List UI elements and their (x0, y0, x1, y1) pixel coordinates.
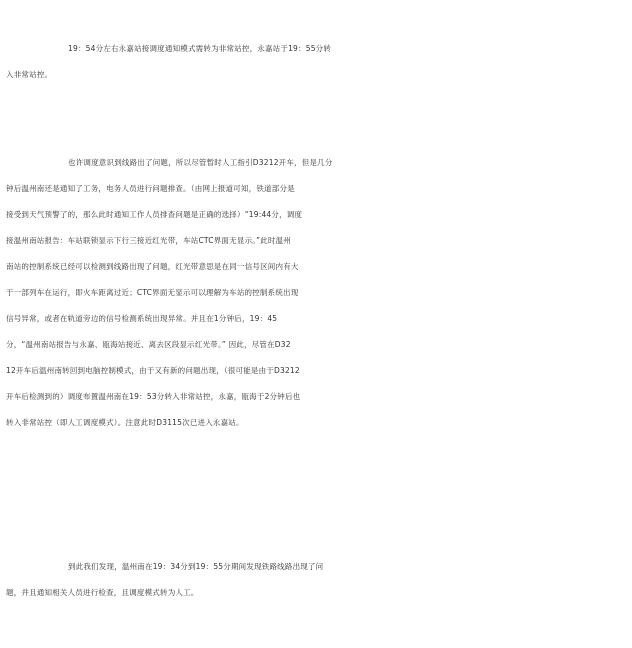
paragraph-line: 钟后温州南还是通知了工务，电务人员进行问题排查。（由网上报道可知，铁道部分是 (6, 184, 295, 193)
paragraph-3 (0, 554, 632, 606)
paragraph-line: 接温州南站报告：车站联锁显示下行三接近红光带，车站CTC界面无显示。”此时温州 (6, 236, 292, 245)
paragraph-1 (0, 36, 632, 88)
paragraph-line: 到此我们发现，温州南在19：34分到19：55分期间发现铁路线路出现了问 (68, 562, 324, 571)
paragraph-line: 于一部列车在运行，即火车距离过近；CTC界面无显示可以理解为车站的控制系统出现 (6, 288, 299, 297)
paragraph-line: 南站的控制系统已经可以检测到线路出现了问题，红光带意思是在同一信号区间内有大 (6, 262, 299, 271)
paragraph-line: 19：54分左右永嘉站接调度通知模式需转为非常站控，永嘉站于19：55分转 (68, 44, 332, 53)
paragraph-line: 接受到天气预警了的，那么此时通知工作人员排查问题是正确的选择）“19:44分，调度 (6, 210, 303, 219)
paragraph-2 (0, 150, 632, 436)
paragraph-line: 12开车后温州南转回到电脑控制模式，由于又有新的问题出现，（很可能是由于D3212 (6, 366, 300, 375)
paragraph-line: 题，并且通知相关人员进行检查，且调度模式转为人工。 (6, 588, 199, 597)
paragraph-line: 也许调度意识到线路出了问题，所以尽管暂时人工指引D3212开车，但是几分 (68, 158, 333, 167)
paragraph-line: 转入非常站控（即人工调度模式）。注意此时D3115次已进入永嘉站。 (6, 418, 244, 427)
paragraph-line: 分，“温州南站报告与永嘉、瓯海站接近、离去区段显示红光带。” 因此，尽管在D32 (6, 340, 291, 349)
paragraph-line: 开车后检测到的）调度布置温州南在19：53分转入非常站控，永嘉，瓯海于2分钟后也 (6, 392, 301, 401)
paragraph-line: 入非常站控。 (6, 70, 53, 79)
paragraph-line: 信号异常，或者在轨道旁边的信号检测系统出现异常。并且在1分钟后，19：45 (6, 314, 278, 323)
